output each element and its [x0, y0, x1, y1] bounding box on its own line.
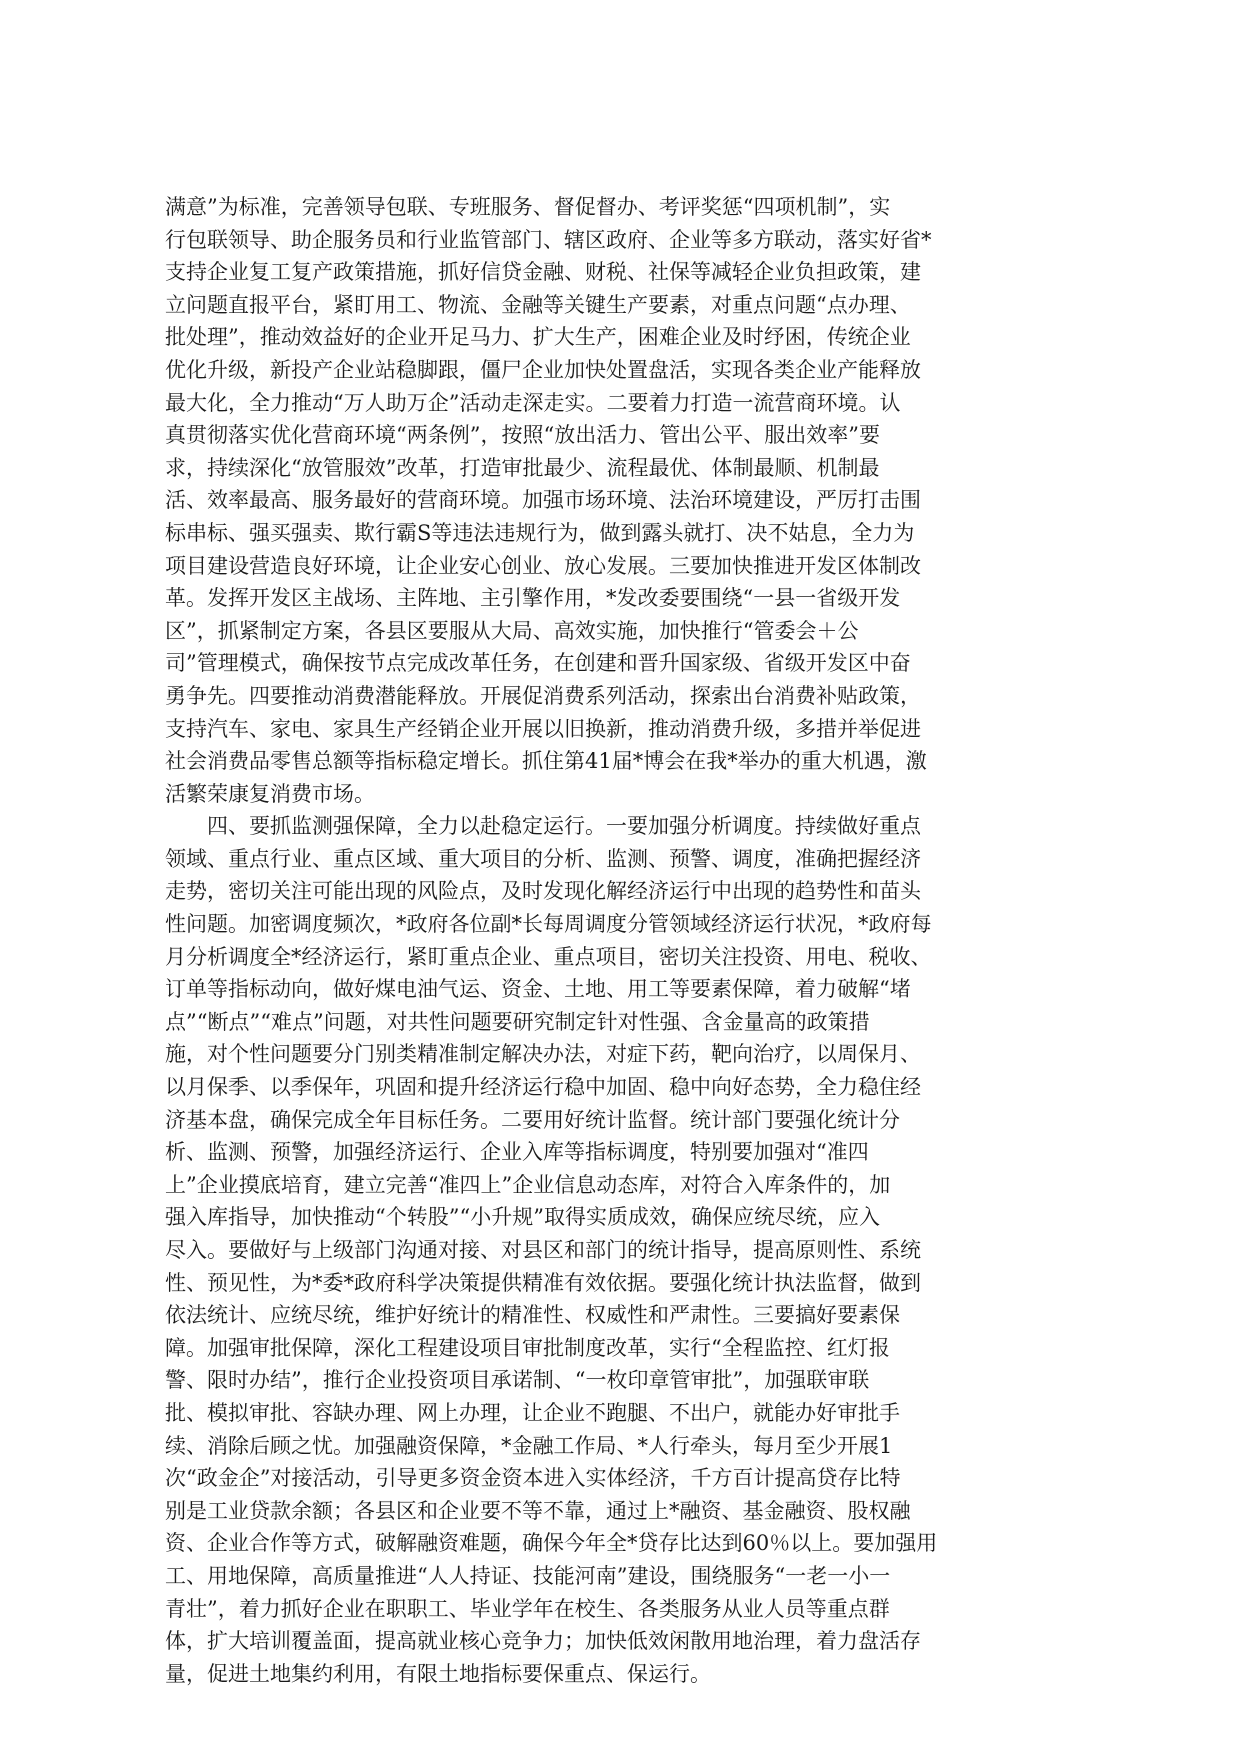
text-line: 批、模拟审批、容缺办理、网上办理，让企业不跑腿、不出户，就能办好审批手	[165, 1400, 900, 1425]
body-text	[165, 191, 1085, 1690]
text-line: 项目建设营造良好环境，让企业安心创业、放心发展。三要加快推进开发区体制改	[165, 553, 921, 578]
text-line: 点”“断点”“难点”问题，对共性问题要研究制定针对性强、含金量高的政策措	[165, 1009, 870, 1034]
text-line: 走势，密切关注可能出现的风险点，及时发现化解经济运行中出现的趋势性和苗头	[165, 879, 921, 904]
text-line: 司”管理模式，确保按节点完成改革任务，在创建和晋升国家级、省级开发区中奋	[165, 651, 911, 676]
text-line: 析、监测、预警，加强经济运行、企业入库等指标调度，特别要加强对“准四	[165, 1140, 869, 1165]
text-line: 求，持续深化“放管服效”改革，打造审批最少、流程最优、体制最顺、机制最	[165, 455, 880, 480]
text-line: 真贯彻落实优化营商环境“两条例”，按照“放出活力、管出公平、服出效率”要	[165, 423, 880, 448]
text-line: 订单等指标动向，做好煤电油气运、资金、土地、用工等要素保障，着力破解“堵	[165, 977, 911, 1002]
text-line: 济基本盘，确保完成全年目标任务。二要用好统计监督。统计部门要强化统计分	[165, 1107, 900, 1132]
text-line: 行包联领导、助企服务员和行业监管部门、辖区政府、企业等多方联动，落实好省*	[165, 227, 932, 252]
text-line: 以月保季、以季保年，巩固和提升经济运行稳中加固、稳中向好态势，全力稳住经	[165, 1075, 921, 1100]
text-line: 依法统计、应统尽统，维护好统计的精准性、权威性和严肃性。三要搞好要素保	[165, 1303, 900, 1328]
text-line: 尽入。要做好与上级部门沟通对接、对县区和部门的统计指导，提高原则性、系统	[165, 1238, 921, 1262]
text-line: 区”，抓紧制定方案，各县区要服从大局、高效实施，加快推行“管委会＋公	[165, 618, 859, 643]
text-line: 体，扩大培训覆盖面，提高就业核心竞争力；加快低效闲散用地治理，着力盘活存	[165, 1629, 921, 1654]
text-line: 批处理”，推动效益好的企业开足马力、扩大生产，困难企业及时纾困，传统企业	[165, 325, 911, 350]
text-line: 满意”为标准，完善领导包联、专班服务、督促督办、考评奖惩“四项机制”，实	[165, 195, 891, 219]
text-line: 青壮”，着力抓好企业在职职工、毕业学年在校生、各类服务从业人员等重点群	[165, 1596, 890, 1621]
text-line: 施，对个性问题要分门别类精准制定解决办法，对症下药，靶向治疗，以周保月、	[165, 1042, 921, 1067]
text-line: 勇争先。四要推动消费潜能释放。开展促消费系列活动，探索出台消费补贴政策，	[165, 683, 921, 708]
text-line: 次“政金企”对接活动，引导更多资金资本进入实体经济，千方百计提高贷存比特	[165, 1466, 901, 1491]
text-line: 活繁荣康复消费市场。	[165, 781, 375, 806]
text-line: 上”企业摸底培育，建立完善“准四上”企业信息动态库，对符合入库条件的，加	[165, 1172, 891, 1197]
text-line: 别是工业贷款余额；各县区和企业要不等不靠，通过上*融资、基金融资、股权融	[165, 1498, 911, 1523]
text-line: 领域、重点行业、重点区域、重大项目的分析、监测、预警、调度，准确把握经济	[165, 846, 921, 871]
text-line: 性问题。加密调度频次，*政府各位副*长每周调度分管领域经济运行状况，*政府每	[165, 912, 932, 937]
text-line: 支持汽车、家电、家具生产经销企业开展以旧换新，推动消费升级，多措并举促进	[165, 716, 921, 741]
text-line: 立问题直报平台，紧盯用工、物流、金融等关键生产要素，对重点问题“点办理、	[165, 292, 911, 317]
text-line: 工、用地保障，高质量推进“人人持证、技能河南”建设，围绕服务“一老一小一	[165, 1563, 891, 1588]
text-line: 续、消除后顾之忧。加强融资保障，*金融工作局、*人行牵头，每月至少开展1	[165, 1433, 893, 1458]
text-line: 资、企业合作等方式，破解融资难题，确保今年全*贷存比达到60％以上。要加强用	[165, 1531, 938, 1556]
text-line: 量，促进土地集约利用，有限土地指标要保重点、保运行。	[165, 1661, 711, 1686]
text-line: 强入库指导，加快推动“个转股”“小升规”取得实质成效，确保应统尽统，应入	[165, 1205, 880, 1230]
text-line: 最大化，全力推动“万人助万企”活动走深走实。二要着力打造一流营商环境。认	[165, 390, 901, 415]
text-line: 月分析调度全*经济运行，紧盯重点企业、重点项目，密切关注投资、用电、税收、	[165, 944, 932, 969]
text-line: 性、预见性，为*委*政府科学决策提供精准有效依据。要强化统计执法监督，做到	[165, 1270, 921, 1295]
text-line: 障。加强审批保障，深化工程建设项目审批制度改革，实行“全程监控、红灯报	[165, 1335, 890, 1360]
text-line: 社会消费品零售总额等指标稳定增长。抓住第41届*博会在我*举办的重大机遇，激	[165, 749, 927, 774]
text-line: 优化升级，新投产企业站稳脚跟，僵尸企业加快处置盘活，实现各类企业产能释放	[165, 357, 921, 382]
text-line: 四、要抓监测强保障，全力以赴稳定运行。一要加强分析调度。持续做好重点	[165, 814, 921, 839]
text-line: 革。发挥开发区主战场、主阵地、主引擎作用，*发改委要围绕“一县一省级开发	[165, 586, 901, 611]
text-line: 支持企业复工复产政策措施，抓好信贷金融、财税、社保等减轻企业负担政策，建	[165, 260, 921, 285]
text-line: 标串标、强买强卖、欺行霸S等违法违规行为，做到露头就打、决不姑息，全力为	[165, 520, 915, 545]
text-line: 活、效率最高、服务最好的营商环境。加强市场环境、法治环境建设，严厉打击围	[165, 488, 921, 513]
text-line: 警、限时办结”，推行企业投资项目承诺制、“一枚印章管审批”，加强联审联	[165, 1368, 870, 1393]
